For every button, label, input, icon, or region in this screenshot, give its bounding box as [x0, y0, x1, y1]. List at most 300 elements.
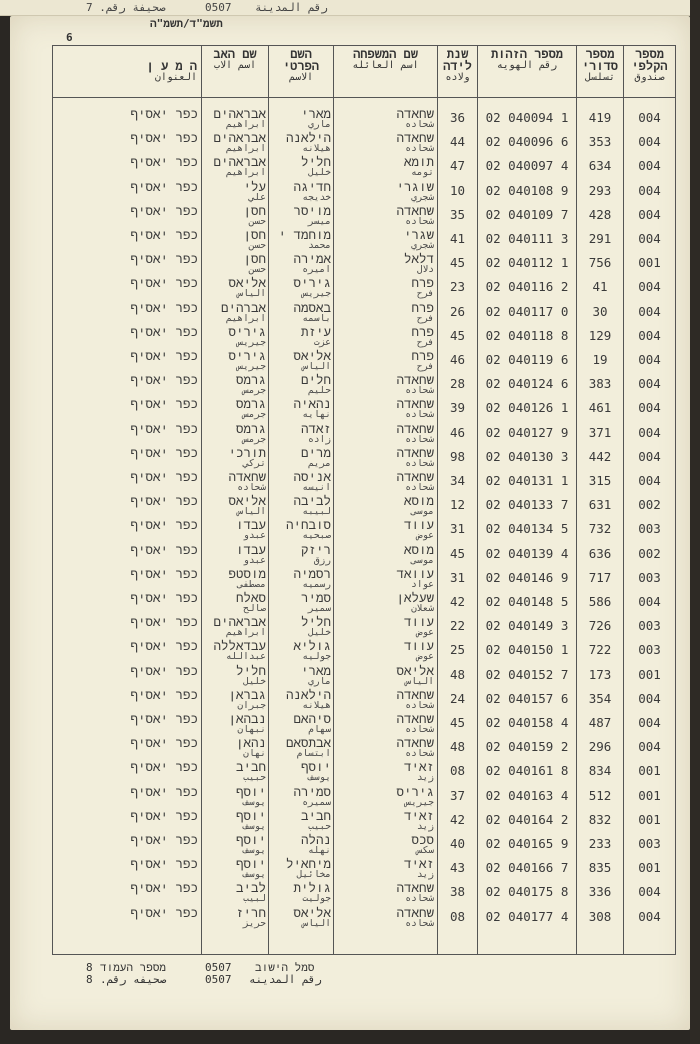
family-name-he: אליאס [396, 662, 434, 678]
family-name-he: שחאדה [396, 711, 434, 726]
father-name-ar: حسن [248, 240, 266, 251]
cell-serial: 461 [588, 400, 612, 416]
family-name-ar: موسى [411, 554, 434, 566]
cell-first [269, 833, 331, 857]
family-name-ar: فرح [416, 361, 434, 372]
cell-box: 004 [638, 884, 661, 900]
cell-year: 12 [449, 497, 466, 513]
cell-box: 004 [638, 231, 661, 246]
years-heading: תשמ"ד/תשמ"ה [150, 17, 223, 30]
cell-first [269, 688, 331, 712]
family-name-he: שעלאן [396, 590, 434, 605]
cell-first [269, 664, 331, 688]
top-settlement-code: 0507 [205, 1, 232, 14]
cell-family [334, 228, 434, 252]
table-row [53, 712, 675, 736]
table-row [53, 155, 675, 179]
cell-family [334, 736, 434, 760]
cell-first [269, 518, 331, 542]
cell-id: 02 040131 1 [485, 473, 569, 488]
cell-father [202, 736, 266, 760]
cell-first [269, 615, 331, 639]
first-name-ar: جوليه [302, 651, 331, 663]
father-name-he: יוסף [235, 832, 266, 847]
cell-id: 02 040109 7 [485, 206, 569, 222]
cell-first [269, 422, 331, 446]
cell-first [269, 301, 331, 325]
table-row [53, 833, 675, 857]
cell-id: 02 040108 9 [485, 182, 569, 198]
cell-year: 26 [449, 303, 466, 319]
cell-id: 02 040175 8 [485, 884, 569, 900]
father-name-ar: يوسف [243, 820, 266, 832]
cell-address: כפר יאסיף [130, 202, 198, 218]
cell-first [269, 107, 331, 131]
cell-year: 47 [449, 158, 466, 174]
cell-id: 02 040148 5 [485, 594, 569, 609]
cell-serial: 428 [588, 206, 612, 222]
voter-table [52, 45, 676, 955]
cell-family [334, 857, 434, 881]
cell-father [202, 325, 266, 349]
cell-father [202, 180, 266, 204]
cell-serial: 835 [588, 860, 612, 876]
cell-first [269, 543, 331, 567]
cell-serial: 383 [588, 376, 612, 392]
cell-serial: 636 [588, 545, 612, 561]
father-name-ar: نبهان [237, 724, 266, 735]
father-name-he: חליל [235, 662, 266, 678]
first-name-he: באסמה [293, 299, 331, 315]
father-name-ar: يوسف [243, 869, 266, 881]
first-name-ar: نهله [308, 845, 331, 856]
header-address [57, 48, 197, 96]
cell-father [202, 712, 266, 736]
header-serial-he: מספר סדורי [581, 47, 618, 73]
header-id-he: מספר הזהות [490, 47, 564, 61]
first-name-ar: هيلانه [302, 699, 331, 711]
header-id [478, 48, 576, 96]
header-divider [53, 97, 675, 98]
cell-serial: 512 [588, 787, 612, 803]
first-name-ar: محمد [308, 240, 331, 251]
family-name-he: זאיד [403, 856, 434, 872]
first-name-he: מוחמד י [278, 227, 331, 242]
table-row [53, 615, 675, 639]
cell-box: 002 [638, 497, 661, 513]
cell-father [202, 639, 266, 663]
first-name-ar: انيسه [302, 482, 331, 493]
first-name-he: אליאס [293, 904, 331, 920]
father-name-ar: جرمس [243, 385, 266, 397]
cell-father [202, 615, 266, 639]
cell-address: כפר יאסיף [130, 299, 198, 315]
cell-family [334, 639, 434, 663]
father-name-ar: خليل [243, 675, 266, 687]
cell-family [334, 470, 434, 494]
first-name-ar: خليل [308, 627, 331, 639]
cell-father [202, 422, 266, 446]
first-name-he: ריזק [300, 541, 331, 557]
table-row [53, 906, 675, 930]
cell-address: כפר יאסיף [130, 735, 198, 751]
cell-father [202, 518, 266, 542]
father-name-ar: الياس [237, 288, 266, 300]
cell-serial: 296 [588, 739, 612, 755]
first-name-he: חלים [300, 372, 331, 388]
family-name-ar: شحاده [405, 215, 434, 227]
first-name-ar: هيلانه [302, 143, 331, 155]
cell-father [202, 664, 266, 688]
header-year [438, 48, 477, 96]
first-name-ar: الياس [302, 361, 331, 372]
cell-serial: 129 [588, 327, 612, 343]
cell-id: 02 040097 4 [485, 158, 569, 174]
father-name-ar: جيريس [237, 361, 266, 372]
father-name-he: תורכי [228, 444, 266, 460]
cell-box: 003 [638, 836, 661, 851]
cell-father [202, 567, 266, 591]
father-name-ar: حبيب [243, 772, 266, 784]
cell-address: כפר יאסיף [130, 348, 198, 363]
cell-address: כפר יאסיף [130, 444, 198, 460]
cell-id: 02 040163 4 [485, 787, 569, 803]
cell-id: 02 040124 6 [485, 376, 569, 392]
cell-first [269, 494, 331, 518]
first-name-ar: نهايه [302, 409, 331, 421]
cell-first [269, 276, 331, 300]
family-name-ar: سكس [416, 845, 434, 856]
family-name-ar: شحاده [405, 409, 434, 421]
cell-address: כפר יאסיף [130, 711, 198, 726]
cell-family [334, 276, 434, 300]
cell-box: 004 [638, 134, 661, 150]
family-name-ar: شحاده [405, 482, 434, 493]
father-name-ar: شحاده [237, 482, 266, 493]
family-name-he: זאיד [403, 807, 434, 823]
cell-box: 004 [638, 739, 661, 755]
cell-family [334, 131, 434, 155]
family-name-he: עווד [403, 638, 434, 654]
father-name-he: יוסף [235, 807, 266, 823]
father-name-he: שחאדה [228, 469, 266, 484]
cell-first [269, 349, 331, 373]
cell-box: 004 [638, 424, 661, 440]
father-name-ar: حسن [248, 264, 266, 276]
first-name-he: רסמיה [293, 565, 331, 581]
header-box [624, 48, 675, 96]
first-name-ar: سمير [308, 603, 331, 614]
cell-father [202, 155, 266, 179]
family-name-ar: تومه [411, 167, 434, 179]
cell-box: 001 [638, 666, 661, 682]
cell-address: כפר יאסיף [130, 251, 198, 267]
table-row [53, 639, 675, 663]
table-row [53, 180, 675, 204]
family-name-he: שוגרי [396, 178, 434, 194]
cell-first [269, 397, 331, 421]
father-name-he: גבראן [228, 686, 266, 702]
cell-father [202, 543, 266, 567]
footer-settlement-label-he: סמל הישוב [255, 961, 315, 974]
first-name-he: מארי [300, 662, 331, 678]
family-name-he: זאיד [403, 759, 434, 775]
cell-year: 23 [449, 279, 466, 295]
cell-id: 02 040139 4 [485, 545, 569, 561]
family-name-he: גיריס [396, 783, 434, 799]
family-name-ar: شحاده [405, 748, 434, 760]
cell-family [334, 833, 434, 857]
first-name-he: חביב [300, 807, 331, 823]
cell-first [269, 906, 331, 930]
cell-year: 08 [449, 763, 466, 779]
first-name-ar: مخائيل [296, 869, 331, 881]
cell-father [202, 397, 266, 421]
father-name-ar: ابراهيم [225, 627, 266, 639]
cell-family [334, 446, 434, 470]
father-name-he: אליאס [228, 493, 266, 509]
cell-serial: 732 [588, 521, 612, 537]
first-name-he: גיריס [293, 275, 331, 291]
first-name-ar: حليم [308, 385, 331, 397]
first-name-ar: سميره [302, 796, 331, 808]
first-name-ar: رسميه [302, 578, 331, 590]
table-row [53, 688, 675, 712]
header-family-ar: اسم العائله [352, 60, 419, 71]
family-name-ar: شحاده [405, 699, 434, 711]
father-name-he: אליאס [228, 275, 266, 291]
cell-first [269, 252, 331, 276]
cell-family [334, 567, 434, 591]
cell-serial: 315 [588, 473, 612, 488]
family-name-ar: شحاده [405, 893, 434, 905]
first-name-ar: صبحيه [302, 530, 331, 542]
cell-serial: 371 [588, 424, 612, 440]
cell-first [269, 736, 331, 760]
family-name-ar: عوض [416, 627, 434, 639]
father-name-ar: عبدالله [225, 651, 266, 663]
cell-family [334, 615, 434, 639]
cell-id: 02 040112 1 [485, 255, 569, 271]
cell-serial: 233 [588, 836, 612, 851]
cell-box: 004 [638, 473, 661, 488]
first-name-he: חדיגה [293, 178, 331, 194]
cell-id: 02 040117 0 [485, 303, 569, 319]
family-name-he: שחאדה [396, 686, 434, 702]
cell-id: 02 040150 1 [485, 642, 569, 658]
first-name-he: סיהאם [293, 711, 331, 726]
family-name-ar: شحاده [405, 385, 434, 397]
cell-family [334, 155, 434, 179]
first-name-he: גולית [293, 880, 331, 896]
cell-serial: 336 [588, 884, 612, 900]
cell-id: 02 040119 6 [485, 352, 569, 367]
cell-family [334, 180, 434, 204]
father-name-ar: جيريس [237, 336, 266, 348]
cell-serial: 832 [588, 811, 612, 827]
cell-id: 02 040157 6 [485, 690, 569, 706]
table-row [53, 301, 675, 325]
cell-box: 004 [638, 376, 661, 392]
cell-year: 34 [449, 473, 466, 488]
first-name-he: סמיר [300, 590, 331, 605]
father-name-he: גרמס [235, 396, 266, 412]
cell-year: 37 [449, 787, 466, 803]
cell-box: 001 [638, 811, 661, 827]
cell-id: 02 040159 2 [485, 739, 569, 755]
footer-page-value-ar: 8 [86, 973, 93, 986]
father-name-he: גרמס [235, 372, 266, 388]
footer-page-label-ar: صحيفه رقم. [100, 973, 167, 986]
cell-year: 08 [449, 908, 466, 924]
header-first [269, 48, 333, 96]
cell-father [202, 688, 266, 712]
cell-box: 004 [638, 594, 661, 609]
cell-family [334, 107, 434, 131]
first-name-ar: خديجه [302, 191, 331, 203]
cell-box: 001 [638, 860, 661, 876]
cell-address: כפר יאסיף [130, 493, 198, 509]
father-name-he: אבראהים [213, 614, 266, 630]
family-name-ar: فرح [416, 312, 434, 324]
cell-serial: 354 [588, 690, 612, 706]
cell-serial: 756 [588, 255, 612, 271]
father-name-he: גיריס [228, 323, 266, 339]
cell-address: כפר יאסיף [130, 517, 198, 533]
header-box-he: מספר הקלפי [631, 47, 668, 73]
cell-father [202, 228, 266, 252]
cell-year: 31 [449, 521, 466, 537]
footer-page-label-he: מספר העמוד [100, 961, 167, 974]
first-name-ar: سهام [308, 724, 331, 735]
cell-serial: 631 [588, 497, 612, 513]
cell-box: 004 [638, 206, 661, 222]
father-name-ar: مصطفى [237, 578, 266, 590]
cell-id: 02 040164 2 [485, 811, 569, 827]
cell-box: 004 [638, 448, 661, 464]
cell-father [202, 446, 266, 470]
first-name-he: לביבה [293, 493, 331, 509]
family-name-he: שחאדה [396, 372, 434, 388]
father-name-ar: ابراهيم [225, 312, 266, 324]
cell-id: 02 040134 5 [485, 521, 569, 537]
family-name-he: שחאדה [396, 420, 434, 436]
cell-family [334, 325, 434, 349]
father-name-ar: ابراهيم [225, 143, 266, 155]
family-name-ar: زيد [416, 820, 434, 832]
cell-id: 02 040116 2 [485, 279, 569, 295]
first-name-he: מויסר [293, 202, 331, 218]
table-row [53, 325, 675, 349]
cell-father [202, 107, 266, 131]
first-name-he: נהאיה [293, 396, 331, 412]
cell-id: 02 040146 9 [485, 569, 569, 585]
family-name-he: סכס [411, 832, 434, 847]
first-name-ar: عزت [313, 336, 331, 348]
cell-serial: 308 [588, 908, 612, 924]
first-name-he: סובחיה [285, 517, 331, 533]
cell-father [202, 809, 266, 833]
family-name-he: שחאדה [396, 396, 434, 412]
cell-father [202, 349, 266, 373]
family-name-ar: شجري [411, 191, 434, 203]
cell-year: 45 [449, 255, 466, 271]
cell-year: 41 [449, 231, 466, 246]
cell-father [202, 857, 266, 881]
father-name-ar: تركي [243, 457, 266, 469]
cell-father [202, 881, 266, 905]
father-name-ar: صالح [243, 603, 266, 614]
cell-address: כפר יאסיף [130, 686, 198, 702]
cell-family [334, 349, 434, 373]
cell-year: 46 [449, 424, 466, 440]
family-name-he: שחאדה [396, 130, 434, 146]
cell-serial: 19 [592, 352, 608, 367]
family-name-ar: شحاده [405, 433, 434, 445]
family-name-he: מוסא [403, 493, 434, 509]
family-name-he: שחאדה [396, 880, 434, 896]
first-name-ar: رزق [313, 554, 331, 566]
family-name-he: פרח [411, 299, 434, 315]
cell-family [334, 422, 434, 446]
family-name-ar: شجري [411, 240, 434, 251]
cell-year: 42 [449, 811, 466, 827]
cell-address: כפר יאסיף [130, 130, 198, 146]
cell-address: כפר יאסיף [130, 275, 198, 291]
cell-box: 004 [638, 690, 661, 706]
father-name-he: אברהים [220, 299, 266, 315]
cell-id: 02 040158 4 [485, 715, 569, 730]
cell-box: 004 [638, 182, 661, 198]
cell-year: 44 [449, 134, 466, 150]
cell-year: 22 [449, 618, 466, 634]
cell-serial: 173 [588, 666, 612, 682]
cell-family [334, 373, 434, 397]
table-row [53, 397, 675, 421]
father-name-he: נהאן [235, 735, 266, 751]
first-name-ar: الياس [302, 917, 331, 929]
cell-id: 02 040094 1 [485, 110, 569, 125]
cell-box: 003 [638, 521, 661, 537]
family-name-he: שחאדה [396, 735, 434, 751]
cell-first [269, 180, 331, 204]
father-name-he: לביב [235, 880, 266, 896]
first-name-he: חליל [300, 614, 331, 630]
table-row [53, 131, 675, 155]
top-settlement-label: رقم المدينة [255, 1, 328, 14]
family-name-ar: عوض [416, 530, 434, 542]
father-name-ar: الياس [237, 506, 266, 518]
cell-first [269, 809, 331, 833]
first-name-ar: حبيب [308, 820, 331, 832]
family-name-ar: شحاده [405, 917, 434, 929]
father-name-he: סאלח [235, 590, 266, 605]
cell-address: כפר יאסיף [130, 396, 198, 412]
first-name-he: חליל [300, 154, 331, 170]
family-name-he: דלאל [403, 251, 434, 267]
table-row [53, 470, 675, 494]
cell-id: 02 040166 7 [485, 860, 569, 876]
father-name-he: נבהאן [228, 711, 266, 726]
family-name-he: שחאדה [396, 202, 434, 218]
cell-father [202, 591, 266, 615]
cell-year: 43 [449, 860, 466, 876]
table-row [53, 760, 675, 784]
cell-box: 003 [638, 569, 661, 585]
table-row [53, 785, 675, 809]
cell-box: 002 [638, 545, 661, 561]
header-family-he: שם המשפחה [353, 47, 418, 61]
